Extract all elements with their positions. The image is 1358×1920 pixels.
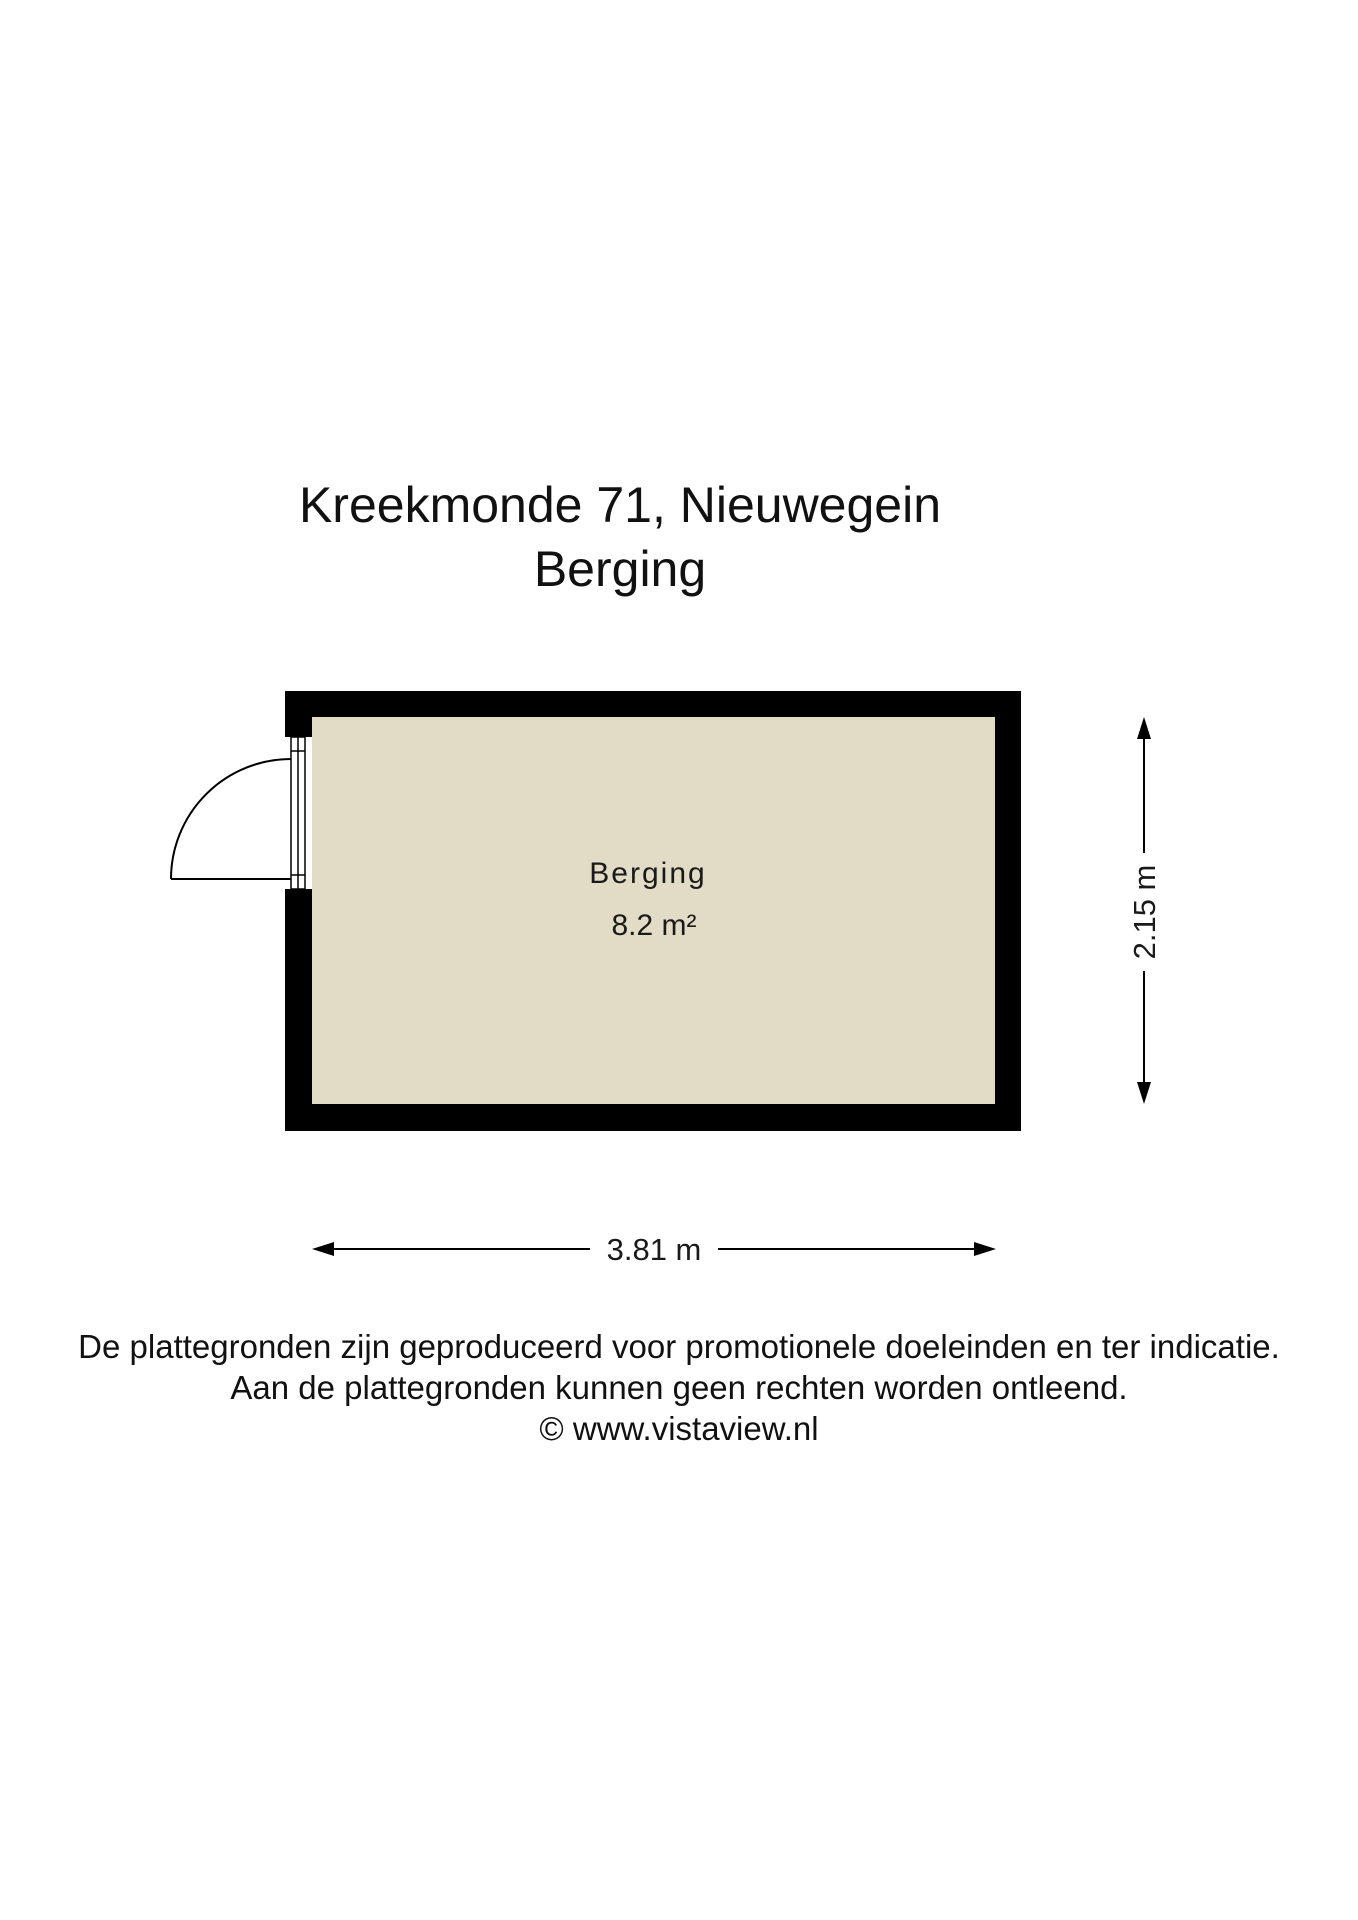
arrow-right-icon xyxy=(974,1242,996,1256)
arrow-down-icon xyxy=(1137,1082,1151,1104)
arrow-up-icon xyxy=(1137,717,1151,739)
height-dimension xyxy=(1127,717,1162,1104)
door-swing-arc xyxy=(171,759,291,879)
disclaimer xyxy=(0,1326,1358,1449)
room-name-label: Berging xyxy=(589,857,707,890)
disclaimer-line-1: De plattegronden zijn geproduceerd voor promotionele doeleinden en ter indicatie. xyxy=(78,1328,1280,1365)
room-area-label: 8.2 m² xyxy=(611,909,697,942)
arrow-left-icon xyxy=(312,1242,334,1256)
disclaimer-line-2: Aan de plattegronden kunnen geen rechten worden ontleend. xyxy=(230,1369,1128,1406)
width-dimension xyxy=(312,1232,996,1267)
floor-name: Berging xyxy=(533,541,707,597)
address-title: Kreekmonde 71, Nieuwegein xyxy=(298,477,942,533)
height-label: 2.15 m xyxy=(1127,864,1162,960)
copyright-link[interactable]: © www.vistaview.nl xyxy=(539,1410,819,1447)
width-label: 3.81 m xyxy=(606,1232,702,1267)
